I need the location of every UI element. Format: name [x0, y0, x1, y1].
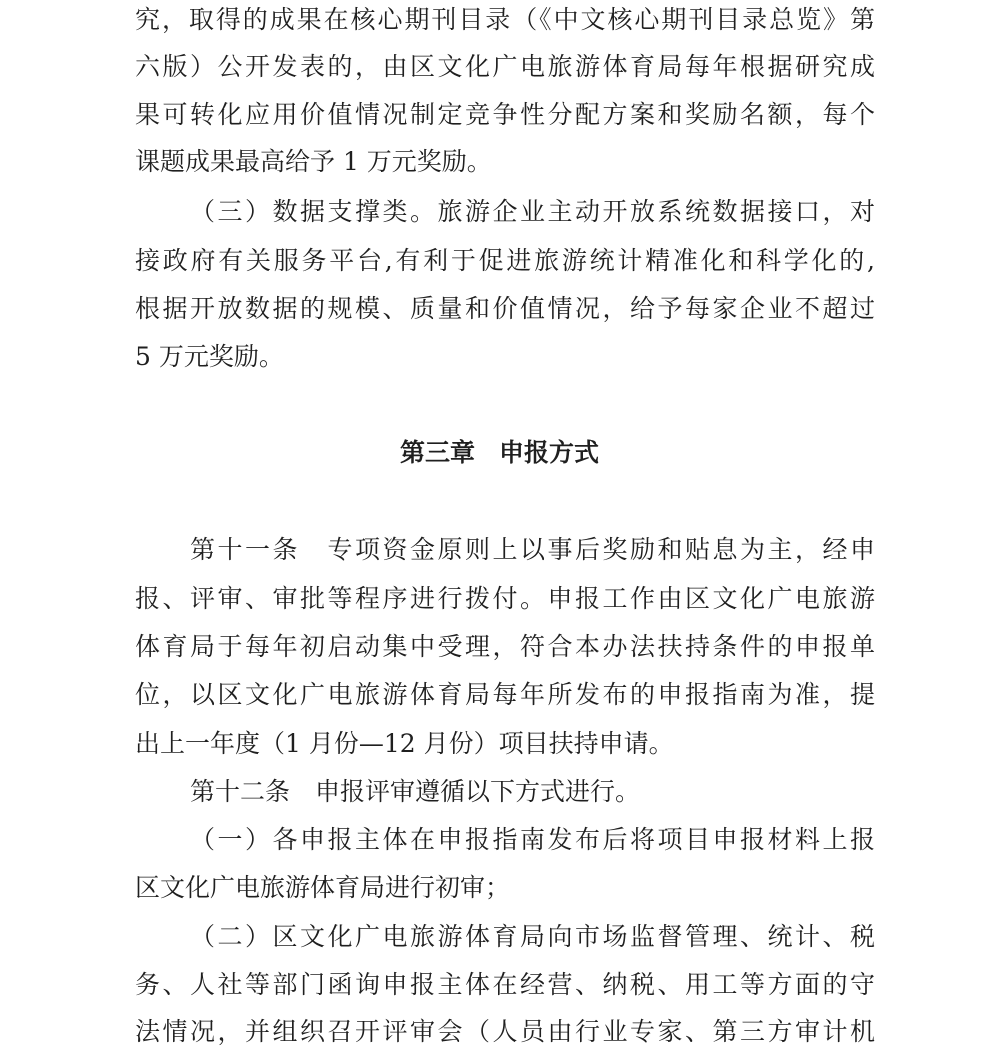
article-11-line-5: 出上一年度（1 月份—12 月份）项目扶持申请。 [135, 729, 674, 758]
chapter-number: 第三章 [399, 438, 475, 467]
article-11-line-4: 位，以区文化广电旅游体育局每年所发布的申报指南为准，提 [135, 680, 875, 709]
paragraph-1-line-4: 课题成果最高给予 1 万元奖励。 [135, 147, 492, 176]
paragraph-1-line-3: 果可转化应用价值情况制定竞争性分配方案和奖励名额，每个 [135, 100, 875, 129]
paragraph-2-line-2: 接政府有关服务平台,有利于促进旅游统计精准化和科学化的, [135, 246, 875, 275]
paragraph-2-line-3: 根据开放数据的规模、质量和价值情况，给予每家企业不超过 [135, 294, 875, 323]
article-11-line-1: 第十一条 专项资金原则上以事后奖励和贴息为主，经申 [190, 535, 875, 564]
article-12-line: 第十二条 申报评审遵循以下方式进行。 [190, 777, 641, 806]
paragraph-1-line-1: 究，取得的成果在核心期刊目录（《中文核心期刊目录总览》第 [135, 5, 875, 34]
item-2-line-3: 法情况，并组织召开评审会（人员由行业专家、第三方审计机 [135, 1017, 875, 1046]
item-1-line-1: （一）各申报主体在申报指南发布后将项目申报材料上报 [190, 825, 875, 854]
article-11-line-2: 报、评审、审批等程序进行拨付。申报工作由区文化广电旅游 [135, 584, 875, 613]
chapter-heading [0, 438, 999, 468]
item-1-line-2: 区文化广电旅游体育局进行初审； [135, 873, 511, 902]
item-2-line-2: 务、人社等部门函询申报主体在经营、纳税、用工等方面的守 [135, 970, 875, 999]
paragraph-1-line-2: 六版）公开发表的，由区文化广电旅游体育局每年根据研究成 [135, 52, 875, 81]
item-2-line-1: （二）区文化广电旅游体育局向市场监督管理、统计、税 [190, 922, 875, 951]
article-11-line-3: 体育局于每年初启动集中受理，符合本办法扶持条件的申报单 [135, 632, 875, 661]
paragraph-2-line-4: 5 万元奖励。 [135, 342, 284, 371]
chapter-title: 申报方式 [499, 438, 600, 467]
paragraph-2-line-1: （三）数据支撑类。旅游企业主动开放系统数据接口，对 [190, 197, 875, 226]
